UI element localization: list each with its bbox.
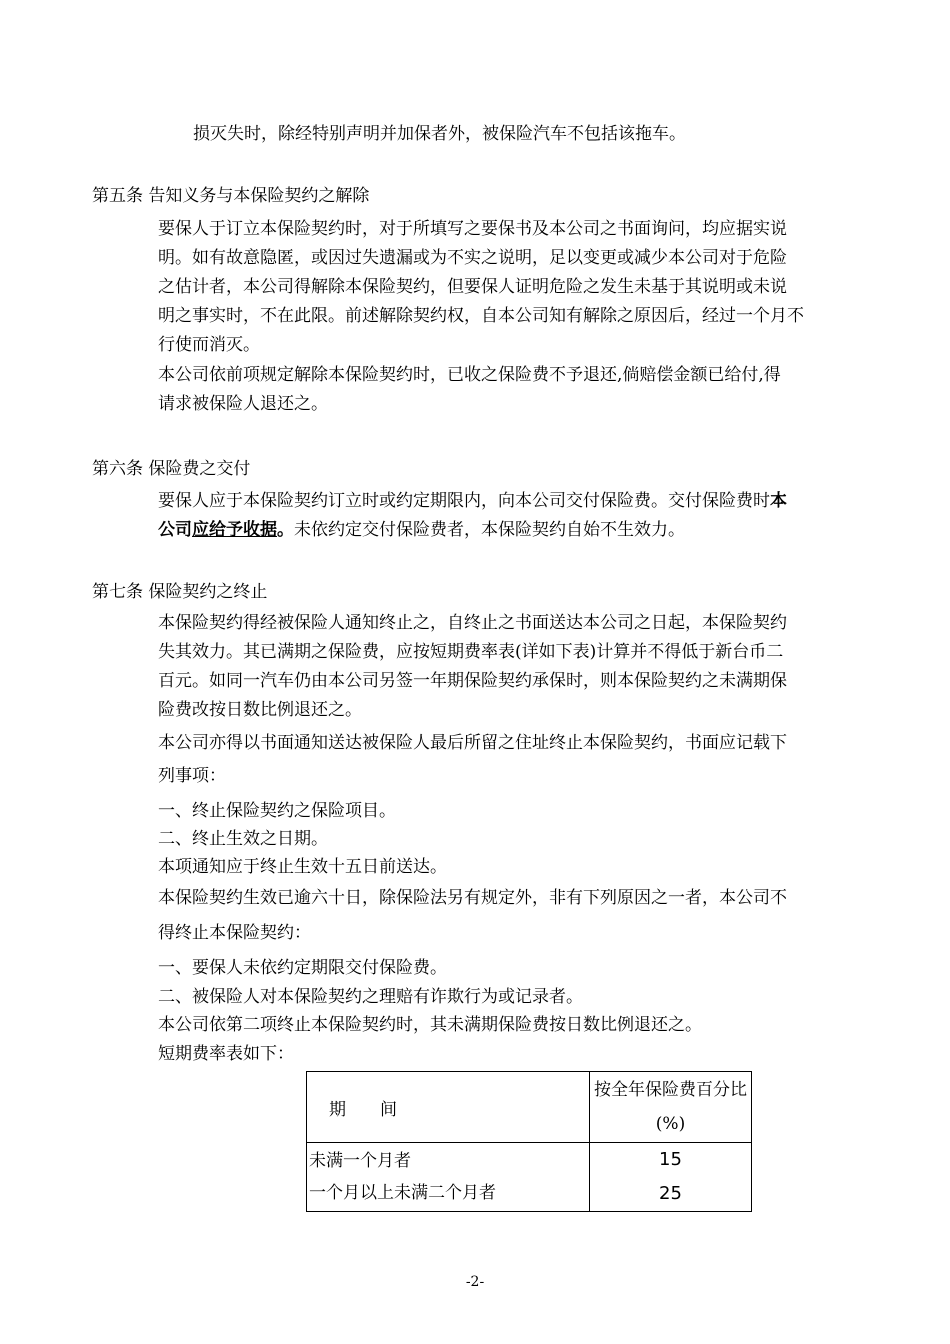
article-7-line: 百元。如同一汽车仍由本公司另签一年期保险契约承保时，则本保险契约之未满期保 [158,671,787,691]
table-header-row [307,1072,752,1143]
page-number: -2- [465,1274,485,1290]
article-7-line: 本公司依第二项终止本保险契约时，其未满期保险费按日数比例退还之。 [158,1015,702,1035]
article-7-title: 第七条 保险契约之终止 [92,582,268,602]
article-5-line: 本公司依前项规定解除本保险契约时，已收之保险费不予退还,倘赔偿金额已给付,得 [158,365,781,385]
article-5-line: 请求被保险人退还之。 [158,394,328,414]
short-term-rate-table [306,1071,752,1212]
percentage-value: 25 [659,1183,682,1204]
article-6-bold-text: 公司 [158,520,192,540]
article-5-title: 第五条 告知义务与本保险契约之解除 [92,186,370,206]
period-value: 一个月以上未满二个月者 [309,1183,496,1203]
article-6-line [158,487,787,515]
article-6-bold-text: 。 [277,520,294,540]
article-7-line: 失其效力。其已满期之保险费，应按短期费率表(详如下表)计算并不得低于新台币二 [158,642,784,662]
table-row [307,1143,752,1212]
article-5-line: 明。如有故意隐匿，或因过失遗漏或为不实之说明，足以变更或减少本公司对于危险 [158,248,787,268]
article-6-line [158,516,685,544]
article-7-line: 本项通知应于终止生效十五日前送达。 [158,857,447,877]
percentage-value: 15 [659,1149,682,1170]
article-7-line: 本保险契约得经被保险人通知终止之，自终止之书面送达本公司之日起，本保险契约 [158,613,787,633]
article-6-text: 要保人应于本保险契约订立时或约定期限内，向本公司交付保险费。交付保险费时 [158,491,770,511]
article-5-line: 行使而消灭。 [158,335,260,355]
article-7-line: 得终止本保险契约： [158,923,311,943]
period-cell [307,1143,590,1212]
article-6-bold-text: 本 [770,491,787,511]
article-7-line: 短期费率表如下： [158,1044,294,1064]
article-7-line: 列事项： [158,766,226,786]
article-7-line: 险费改按日数比例退还之。 [158,700,362,720]
article-5-line: 明之事实时，不在此限。前述解除契约权，自本公司知有解除之原因后，经过一个月不 [158,306,804,326]
continued-paragraph: 损灭失时，除经特别声明并加保者外，被保险汽车不包括该拖车。 [193,124,686,144]
article-6-text: 未依约定交付保险费者，本保险契约自始不生效力。 [294,520,685,540]
article-5-line: 要保人于订立本保险契约时，对于所填写之要保书及本公司之书面询问，均应据实说 [158,219,787,239]
article-5-line: 之估计者，本公司得解除本保险契约，但要保人证明危险之发生未基于其说明或未说 [158,277,787,297]
percentage-header-line: 按全年保险费百分比 [594,1080,747,1100]
percentage-header-unit: (%) [655,1114,686,1134]
article-7-line: 一、要保人未依约定期限交付保险费。 [158,958,447,978]
percentage-header [590,1072,752,1143]
period-header: 期 间 [307,1072,590,1143]
article-6-underlined-text: 应给予收据 [192,520,277,540]
article-7-line: 一、终止保险契约之保险项目。 [158,801,396,821]
article-7-line: 二、被保险人对本保险契约之理赔有诈欺行为或记录者。 [158,987,583,1007]
article-7-line: 本公司亦得以书面通知送达被保险人最后所留之住址终止本保险契约，书面应记载下 [158,733,787,753]
period-value: 未满一个月者 [309,1151,411,1171]
article-6-title: 第六条 保险费之交付 [92,459,251,479]
percentage-cell [590,1143,752,1212]
article-7-line: 二、终止生效之日期。 [158,829,328,849]
article-7-line: 本保险契约生效已逾六十日，除保险法另有规定外，非有下列原因之一者，本公司不 [158,888,787,908]
